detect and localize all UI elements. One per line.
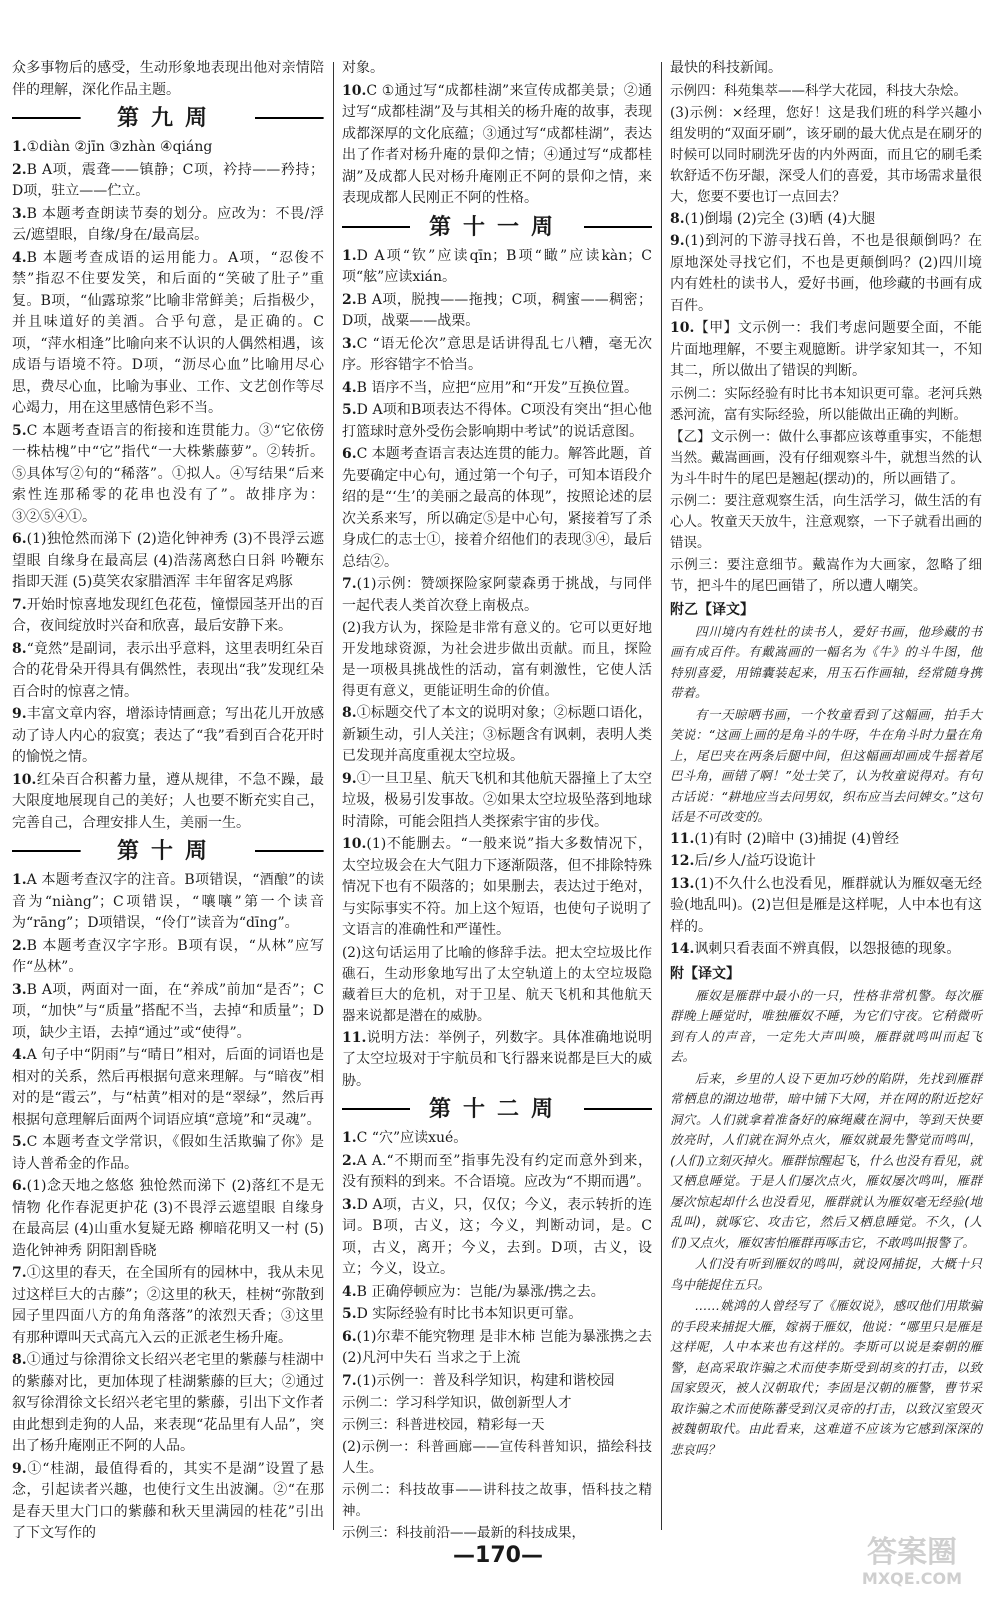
column-divider — [333, 62, 334, 1530]
week-heading: 第十周 — [12, 836, 324, 866]
item-text: (1)念天地之悠悠 独怆然而涕下 (2)落红不是无情物 化作春泥更护花 (3)不畏浮云遮望眼 自缘身在最高层 (4)山重水复疑无路 柳暗花明又一村 (5)造化钟神秀 阴阳割昏晓 — [12, 1178, 324, 1259]
answer-item — [342, 1028, 652, 1093]
answer-subitem: (2)我方认为，探险是非常有意义的。它可以更好地开发地球资源，为社会进步做出贡献。而且，探险是一项极具挑战性的活动，富有刺激性，它使人活得更有意义，更能证明生命的价值。 — [342, 620, 652, 699]
item-text: 红朵百合积蓄力量，遵从规律，不急不躁，最大限度地展现自己的美好；人也要不断充实自己，完善自己，合理安排人生，美丽一生。 — [12, 771, 324, 831]
answer-item — [12, 204, 324, 247]
answer-item — [670, 939, 982, 961]
item-number: 2. — [342, 291, 357, 308]
item-number: 11. — [670, 830, 695, 847]
answer-subitem: 示例三：科技前沿——最新的科技成果， — [342, 1525, 585, 1541]
item-number: 1. — [342, 1130, 357, 1146]
item-text: C 本题考查语言的衔接和连贯能力。③“它依傍一株枯槐”中“它”指代“一大株紫藤萝”。②转折。⑤具体写②句的“稀落”。①拟人。④写结果“后来索性连那稀零的花串也没有了”。故排序为：③②⑤④①。 — [12, 422, 324, 525]
text-paragraph: 众多事物后的感受，生动形象地表现出他对亲情陪伴的理解，深化作品主题。 — [12, 60, 324, 98]
answer-item — [342, 834, 652, 942]
item-text: (1)示例一：普及科学知识，构建和谐校园 — [356, 1372, 615, 1389]
answer-item — [342, 246, 652, 289]
translation-paragraph: 四川境内有姓杜的读书人，爱好书画，他珍藏的书画有成百件。有戴嵩画的一幅名为《牛》的斗牛图，他特别喜爱，用锦囊装起来，用玉石作画轴，经常随身携带着。 — [670, 623, 982, 700]
answer-item — [342, 1151, 652, 1194]
item-text: B A项，震聋——镇静；C项，衿持——矜持；D项，驻立——伫立。 — [12, 161, 324, 199]
answer-item — [12, 137, 324, 159]
answer-item — [342, 1327, 652, 1370]
item-number: 7. — [12, 596, 27, 613]
answer-item — [12, 1132, 324, 1175]
answer-item — [12, 936, 324, 979]
item-number: 5. — [12, 1134, 27, 1150]
item-number: 10. — [342, 836, 367, 852]
item-number: 5. — [12, 422, 27, 439]
translation-paragraph: 人们没有听到雁奴的鸣叫，就设网捕捉，大概十只鸟中能捉住五只。 — [670, 1256, 982, 1292]
item-number: 3. — [342, 1196, 357, 1213]
item-number: 10. — [342, 82, 367, 99]
answer-item — [12, 1350, 324, 1458]
item-text: 开始时惊喜地发现红色花苞，憧憬园茎开出的百合，夜间绽放时兴奋和欣喜，最后安静下来。 — [12, 596, 324, 634]
item-number: 6. — [342, 1328, 357, 1345]
item-number: 4. — [342, 1283, 357, 1300]
item-number: 11. — [342, 1029, 367, 1046]
item-text: C “语无伦次”意思是话讲得乱七八糟，毫无次序。形容错字不恰当。 — [342, 335, 652, 373]
translation-paragraph: 后来，乡里的人设下更加巧妙的陷阱，先找到雁群常栖息的湖边地带，暗中铺下大网，并在网的附近挖好洞穴。人们就拿着准备好的麻绳藏在洞中，等到天快要放亮时，人们就在洞外点火，雁奴就最先警觉而鸣叫，(人们)立刻灭掉火。雁群惊醒起飞，什么也没有看见，就又栖息睡觉。于是人们屡次点火，雁奴屡次鸣叫，雁群屡次惊起却什么也没看见，雁群就认为雁奴毫无经验(地乱叫)，就啄它、攻击它，然后又栖息睡觉。不久，(人们)又点火，雁奴害怕雁群再啄击它，不敢鸣叫报警了。 — [670, 1070, 982, 1250]
item-number: 9. — [670, 233, 685, 249]
item-text: C 本题考查文学常识，《假如生活欺骗了你》是诗人普希金的作品。 — [12, 1134, 324, 1172]
answer-item — [670, 318, 982, 383]
item-text: (1)不久什么也没看见，雁群就认为雁奴毫无经验(地乱叫)。(2)岂但是雁是这样呢，人中本也有这样的。 — [670, 875, 982, 935]
answer-item — [12, 1263, 324, 1349]
column-left — [12, 58, 324, 1541]
answer-item — [342, 769, 652, 834]
translation-heading: 附乙【译文】 — [670, 601, 754, 618]
svg-text:答案圈: 答案圈 — [867, 1535, 957, 1570]
item-number: 4. — [12, 1047, 27, 1063]
item-text: B 本题考查朗读节奏的划分。应改为：不畏/浮云/遮望眼，自缘/身在/最高层。 — [12, 205, 324, 243]
translation-paragraph: ……姚鸿的人曾经写了《雁奴说》，感叹他们用欺骗的手段来捕捉大雁，嫁祸于雁奴，他说：“哪里只是雁是这样呢，人中本来也有这样的。李斯可以说是秦朝的雁警，赵高采取诈骗之术而使李斯受到胡亥的打击，以致国家毁灭，被人汉朝取代；李固是汉朝的雁警，曹节采取诈骗之术而使陈蕃受到汉灵帝的打击，以致汉室毁灭被魏朝取代。由此看来，这难道不应该为它感到深深的悲哀吗？ — [670, 1298, 982, 1457]
item-number: 3. — [12, 205, 27, 222]
column-divider — [661, 62, 662, 1530]
translation-heading: 附【译文】 — [670, 965, 740, 982]
item-number: 4. — [342, 379, 357, 396]
answer-item — [342, 1304, 652, 1326]
item-text: B 正确停顿应为：岂能/为暴涨/携之去。 — [356, 1283, 605, 1300]
item-number: 8. — [342, 705, 357, 721]
item-text: B 本题考查成语的运用能力。A项，“忍俊不禁”指忍不住要发笑，和后面的“笑破了肚子”重复。B项，“仙露琼浆”比喻非常鲜美；后指极少，并且味道好的美酒。合乎句意，是正确的。C项，“萍水相逢”比喻向来不认识的人偶然相遇，该成语与语境不符。D项，“沥尽心血”比喻用尽心思，费尽心血，比喻为事业、工作、文艺创作等尽心竭力，用在这里感情色彩不当。 — [12, 249, 324, 416]
translation-paragraph: 有一天晾晒书画，一个牧童看到了这幅画，拍手大笑说：“这画上画的是角斗的牛呀，牛在角斗时力量在角上，尾巴夹在两条后腿中间，但这幅画却画成牛摇着尾巴斗角，画错了啊！”处士笑了，认为牧童说得对。有句古话说：“耕地应当去问男奴，织布应当去问婢女。”这句话是不可改变的。 — [670, 706, 982, 824]
answer-item — [342, 400, 652, 443]
item-number: 13. — [670, 875, 695, 892]
item-text: D 实际经验有时比书本知识更可靠。 — [356, 1306, 583, 1322]
answer-item — [342, 444, 652, 573]
item-number: 10. — [12, 771, 37, 788]
item-number: 9. — [12, 1460, 27, 1477]
svg-text:MXQE.COM: MXQE.COM — [861, 1569, 963, 1588]
answer-item — [12, 529, 324, 594]
item-text: 【甲】文示例一：我们考虑问题要全面，不能片面地理解，不要主观臆断。讲学家知其一，不知其二，所以做出了错误的判断。 — [670, 320, 982, 379]
item-number: 7. — [342, 1372, 357, 1389]
item-text: B A项，两面对一面，在“养成”前加“是否”；C项，“加快”与“质量”搭配不当，去掉“和质量”；D项，缺少主语，去掉“通过”或“使得”。 — [12, 981, 324, 1041]
translation-paragraph: 雁奴是雁群中最小的一只，性格非常机警。每次雁群晚上睡觉时，唯独雁奴不睡，为它们守夜。它稍微听到有人的声音，一定先大声叫唤，雁群就鸣叫而起飞去。 — [670, 987, 982, 1064]
answer-item — [12, 595, 324, 638]
item-text: A A.“不期而至”指事先没有约定而意外到来，没有预料的到来。不合语境。应改为“不期而遇”。 — [342, 1152, 652, 1190]
column-right — [670, 58, 982, 1530]
answer-item — [342, 703, 652, 768]
answer-subitem: 示例三：科普进校园，精彩每一天 — [342, 1417, 545, 1433]
item-number: 5. — [342, 402, 357, 418]
answer-item — [342, 1371, 652, 1393]
item-number: 14. — [670, 941, 695, 957]
answer-item — [342, 1282, 652, 1304]
answer-subitem: 示例三：要注意细节。戴嵩作为大画家，忽略了细节，把斗牛的尾巴画错了，所以遭人嘲笑。 — [670, 556, 982, 594]
answer-item — [12, 421, 324, 529]
item-number: 2. — [12, 937, 27, 954]
item-number: 6. — [12, 531, 27, 547]
answer-item — [12, 160, 324, 203]
item-text: D A项，古义，只，仅仅；今义，表示转折的连词。B项，古义，这；今义，判断动词，是。C项，古义，离开；今义，去到。D项，古义，设立；今义，设立。 — [342, 1196, 652, 1277]
item-number: 8. — [12, 640, 27, 657]
week-heading: 第九周 — [12, 103, 324, 133]
item-text: ①标题交代了本文的说明对象；②标题口语化，新颖生动，引人关注；③标题含有讽刺，表明人类已发现并高度重视太空垃圾。 — [342, 705, 652, 764]
item-text: (1)倒塌 (2)完全 (3)晒 (4)大腿 — [684, 210, 876, 227]
item-text: ①diàn ②jīn ③zhàn ④qiáng — [26, 139, 213, 155]
answer-subitem: 示例二：要注意观察生活，向生活学习，做生活的有心人。牧童天天放牛，注意观察，一下子就看出画的错误。 — [670, 492, 982, 551]
item-text: “竟然”是副词，表示出乎意料，这里表明红朵百合的花骨朵开得具有偶然性，表现出“我”发现红朵百合时的惊喜之情。 — [12, 640, 324, 700]
answer-item — [12, 1459, 324, 1545]
item-number: 12. — [670, 853, 695, 869]
item-text: B 本题考查汉字字形。B项有误，“从林”应写作“丛林”。 — [12, 937, 324, 975]
answer-item — [670, 209, 982, 231]
answer-item — [342, 290, 652, 333]
item-text: D A项“钦”应读qīn；B项“瞰”应读kàn；C项“舷”应读xián。 — [342, 247, 652, 285]
answer-item — [342, 81, 652, 210]
item-text: A 句子中“阴雨”与“晴日”相对，后面的词语也是相对的关系，然后再根据句意来理解。与“暗夜”相对的是“霞云”，与“枯黄”相对的是“翠绿”，然后再根据句意理解后面两个词语应填“意境”和“灵魂”。 — [12, 1047, 324, 1128]
item-number: 8. — [670, 210, 685, 227]
item-text: (1)示例：赞颂探险家阿蒙森勇于挑战，与同伴一起代表人类首次登上南极点。 — [342, 576, 652, 614]
page-number: —170— — [453, 1543, 543, 1568]
answer-item — [342, 378, 652, 400]
answer-item — [12, 248, 324, 420]
item-number: 8. — [12, 1352, 27, 1368]
answer-item — [670, 231, 982, 317]
item-text: ①通过与徐渭徐文长绍兴老宅里的紫藤与桂湖中的紫藤对比，更加体现了桂湖紫藤的巨大；②通过叙写徐渭徐文长绍兴老宅里的紫藤，引出下文作者由此想到走狗的人品，来表现“花品里有人品”，突出了杨升庵刚正不阿的人品。 — [12, 1352, 324, 1454]
answer-item — [12, 980, 324, 1045]
item-number: 1. — [342, 247, 357, 264]
answer-item — [670, 829, 982, 851]
item-number: 3. — [342, 335, 357, 352]
item-text: B 语序不当，应把“应用”和“开发”互换位置。 — [356, 379, 638, 396]
item-text: (1)到河的下游寻找石兽，不也是很颠倒吗？在原地深处寻找它们，不也是更颠倒吗？(2)四川境内有姓杜的读书人，爱好书画，他珍藏的书画有成百件。 — [670, 233, 982, 314]
item-number: 5. — [342, 1306, 357, 1322]
item-number: 3. — [12, 981, 27, 998]
text-paragraph: 对象。 — [342, 60, 384, 76]
answer-item — [342, 574, 652, 617]
item-text: (1)独怆然而涕下 (2)造化钟神秀 (3)不畏浮云遮望眼 自缘身在最高层 (4)浩荡离愁白日斜 吟鞭东指即天涯 (5)莫笑农家腊酒浑 丰年留客足鸡豚 — [12, 531, 324, 590]
answer-subitem: (3)示例：×经理，您好！这是我们班的科学兴趣小组发明的“双面牙刷”，该牙刷的最大优点是在刷牙的时候可以同时刷洗牙齿的内外两面，而且它的刷毛柔软舒适不伤牙龈，深受人们的喜爱，其市场需求量很大，您要不要也订一点回去？ — [670, 104, 982, 205]
week-heading: 第十一周 — [342, 212, 652, 242]
item-number: 7. — [342, 576, 357, 592]
item-number: 4. — [12, 249, 27, 266]
answer-subitem: 示例四：科苑集萃——科学大花园，科技大杂烩。 — [670, 82, 967, 99]
answer-item — [342, 1195, 652, 1281]
item-number: 6. — [342, 446, 357, 462]
answer-item — [12, 770, 324, 835]
item-text: ①“桂湖，最值得看的，其实不是湖”设置了悬念，引起读者兴趣，也使行文生出波澜。②“在那是春天里大门口的紫藤和秋天里满园的桂花”引出了下文写作的 — [12, 1460, 324, 1541]
answer-subitem: (2)示例一：科普画廊——宣传科普知识，描绘科技人生。 — [342, 1439, 652, 1476]
answer-item — [12, 639, 324, 704]
item-number: 1. — [12, 872, 27, 888]
item-number: 2. — [12, 161, 27, 178]
item-text: (1)尔辈不能究物理 是非木柿 岂能为暴涨携之去 (2)凡河中失石 当求之于上流 — [342, 1328, 652, 1366]
item-text: A 本题考查汉字的注音。B项错误，“酒酿”的读音为“niàng”；C项错误，“嚷嚷”第一个读音为“rāng”；D项错误，“伶仃”读音为“dīng”。 — [12, 872, 324, 931]
item-text: ①一旦卫星、航天飞机和其他航天器撞上了太空垃圾，极易引发事故。②如果太空垃圾坠落到地球时清除，可能会阻挡人类探索宇宙的步伐。 — [342, 770, 652, 830]
item-text: C ①通过写“成都桂湖”来宣传成都美景；②通过写“成都桂湖”及与其相关的杨升庵的故事，表现成都深厚的文化底蕴；③通过写“成都桂湖”，表达出了作者对杨升庵的景仰之情；④通过写“成都桂湖”及成都人民对杨升庵刚正不阿的景仰之情，来表现成都人民刚正不阿的性格。 — [342, 82, 652, 206]
item-text: D A项和B项表达不得体。C项没有突出“担心他打篮球时意外受伤会影响期中考试”的说话意图。 — [342, 402, 652, 440]
item-text: 丰富文章内容，增添诗情画意；写出花儿开放感动了诗人内心的寂寞；表达了“我”看到百合花开时的愉悦之情。 — [12, 706, 324, 765]
column-middle — [342, 58, 652, 1541]
item-number: 9. — [12, 706, 27, 722]
item-number: 9. — [342, 770, 357, 787]
item-text: 讽刺只看表面不辨真假，以怨报德的现象。 — [694, 941, 961, 957]
week-heading: 第十二周 — [342, 1094, 652, 1124]
item-number: 10. — [670, 320, 695, 336]
item-text: C “穴”应读xué。 — [356, 1130, 468, 1146]
watermark-logo — [842, 1528, 982, 1590]
item-text: (1)有时 (2)暗中 (3)捕捉 (4)曾经 — [694, 830, 900, 847]
item-text: 后/乡人/益巧设诡计 — [694, 853, 816, 869]
item-text: 说明方法：举例子，列数字。具体准确地说明了太空垃圾对于宇航员和飞行器来说都是巨大的威胁。 — [342, 1029, 652, 1089]
answer-item — [342, 334, 652, 377]
item-number: 7. — [12, 1265, 27, 1281]
item-number: 1. — [12, 139, 27, 155]
item-text: B A项，脱拽——拖拽；C项，稠蜜——稠密；D项，战粟——战栗。 — [342, 291, 652, 329]
item-text: (1)不能删去。“一般来说”指大多数情况下，太空垃圾会在大气阻力下逐渐陨落，但不排除特殊情况下也有不陨落的；如果删去，表达过于绝对，与实际事实不符。加上这个短语，也使句子说明了文语言的准确性和严谨性。 — [342, 836, 652, 938]
answer-subitem: 示例二：实际经验有时比书本知识更可靠。老河兵熟悉河流，富有实际经验，所以能做出正确的判断。 — [670, 385, 982, 423]
text-paragraph: 最快的科技新闻。 — [670, 60, 782, 76]
item-text: ①这里的春天，在全国所有的园林中，我从未见过这样巨大的古藤”；②这里的秋天，桂树“弥散到园子里四面八方的角角落落”的浓烈天香；③这里有那种谭叫天式高亢入云的正派老生杨升庵。 — [12, 1265, 324, 1346]
item-number: 6. — [12, 1178, 27, 1194]
answer-item — [670, 851, 982, 873]
answer-subitem: 示例二：学习科学知识，做创新型人才 — [342, 1395, 572, 1411]
item-text: C 本题考查语言表达连贯的能力。解答此题，首先要确定中心句，通过第一个句子，可知本语段介绍的是“‘生’的美丽之最高的体现”，按照论述的层次关系来写，所以确定⑤是中心句，紧接着写了杀身成仁的志士①，接着介绍他们的表现③④，最后总结②。 — [342, 446, 652, 570]
answer-subitem: 【乙】文示例一：做什么事都应该尊重事实，不能想当然。戴嵩画画，没有仔细观察斗牛，就想当然的认为斗牛时牛的尾巴是翘起(摆动)的，所以画错了。 — [670, 428, 982, 487]
answer-item — [12, 870, 324, 935]
item-number: 2. — [342, 1152, 357, 1169]
answer-item — [342, 1128, 652, 1150]
answer-item — [12, 1045, 324, 1131]
answer-item — [12, 1176, 324, 1262]
answer-subitem: (2)这句话运用了比喻的修辞手法。把太空垃圾比作礁石，生动形象地写出了太空轨道上的太空垃圾隐藏着巨大的危机，对于卫星、航天飞机和其他航天器来说都是潜在的威胁。 — [342, 944, 652, 1024]
answer-item — [670, 874, 982, 939]
answer-item — [12, 704, 324, 769]
answer-subitem: 示例二：科技故事——讲科技之故事，悟科技之精神。 — [342, 1482, 652, 1519]
